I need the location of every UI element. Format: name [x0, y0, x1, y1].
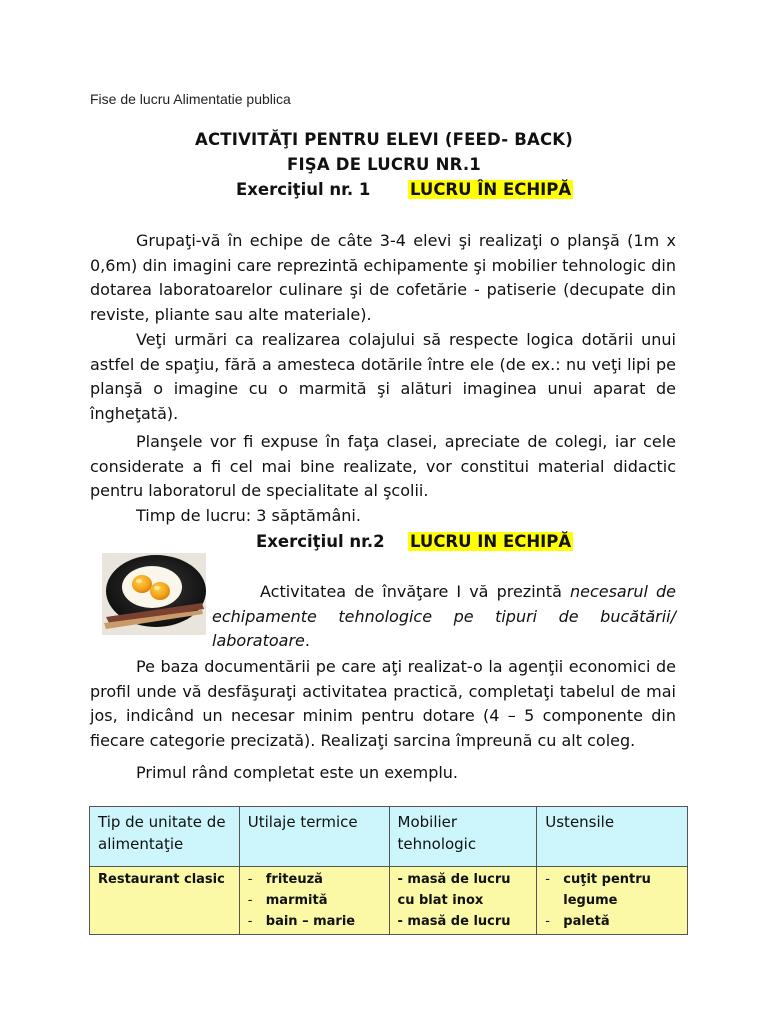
exercise1-badge: LUCRU ÎN ECHIPĂ	[410, 180, 572, 199]
equipment-table	[89, 806, 688, 935]
list-item: - bain – marie	[248, 911, 381, 932]
list-item: - masă de lucru cu blat inox	[397, 872, 511, 908]
list-item: - friteuză	[248, 869, 381, 890]
exercise1-paragraph-3: Planşele vor fi expuse în faţa clasei, apreciate de colegi, iar cele considerate a fi cel mai bine realizate, vor constitui material didactic pentru laboratorul de specialitate al şcolii.	[90, 432, 676, 501]
column-header-utensils: Ustensile	[537, 807, 688, 867]
exercise2-badge: LUCRU IN ECHIPĂ	[410, 532, 572, 551]
exercise2-paragraph-1: Activitatea de învăţare I vă prezintă necesarul de echipamente tehnologice pe tipuri de bucătării/ laboratoare.	[212, 582, 676, 651]
list-item: - cuţit pentru legume	[545, 869, 679, 911]
column-header-thermal-equipment: Utilaje termice	[239, 807, 389, 867]
exercise1-paragraph-2: Veţi urmări ca realizarea colajului să respecte logica dotării unui astfel de spaţiu, fără a amesteca dotările între ele (de ex.: nu veţi lipi pe planşă o imagine cu o marmită şi alături imaginea unui aparat de îngheţată).	[90, 330, 676, 423]
list-item: - marmită	[248, 890, 381, 911]
exercise2-label: Exerciţiul nr.2	[256, 532, 385, 551]
list-item: - paletă	[545, 911, 679, 932]
column-header-furniture: Mobilier tehnologic	[389, 807, 537, 867]
table-header-row	[90, 807, 688, 867]
exercise2-paragraph-3: Primul rând completat este un exemplu.	[136, 763, 459, 782]
document-header-note: Fise de lucru Alimentatie publica	[90, 91, 291, 107]
column-header-unit-type: Tip de unitate de alimentaţie	[90, 807, 240, 867]
exercise1-label: Exerciţiul nr. 1	[236, 180, 371, 199]
page-title: ACTIVITĂŢI PENTRU ELEVI (FEED- BACK)	[195, 130, 573, 149]
table-cell-furniture	[389, 867, 537, 935]
exercise2-paragraph-2: Pe baza documentării pe care aţi realizat-o la agenţii economici de profil unde vă desfăşuraţi activitatea practică, completaţi tabelul de mai jos, indicând un necesar minim pentru dotare (4 – 5 componente din fiecare categorie precizată). Realizaţi sarcina împreună cu alt coleg.	[90, 657, 676, 750]
table-row	[90, 867, 688, 935]
table-cell-unit: Restaurant clasic	[90, 867, 240, 935]
exercise1-paragraph-1: Grupaţi-vă în echipe de câte 3-4 elevi şi realizaţi o planşă (1m x 0,6m) din imagini care reprezintă echipamente şi mobilier tehnologic din dotarea laboratoarelor culinare şi de cofetărie - patiserie (decupate din reviste, pliante sau alte materiale).	[90, 231, 676, 324]
table-cell-utensils	[537, 867, 688, 935]
fried-eggs-pan-image	[102, 553, 206, 635]
table-cell-thermal	[239, 867, 389, 935]
worksheet-title: FIŞA DE LUCRU NR.1	[287, 155, 481, 174]
exercise1-time: Timp de lucru: 3 săptămâni.	[136, 506, 361, 525]
list-item: - masă de lucru	[397, 914, 511, 929]
